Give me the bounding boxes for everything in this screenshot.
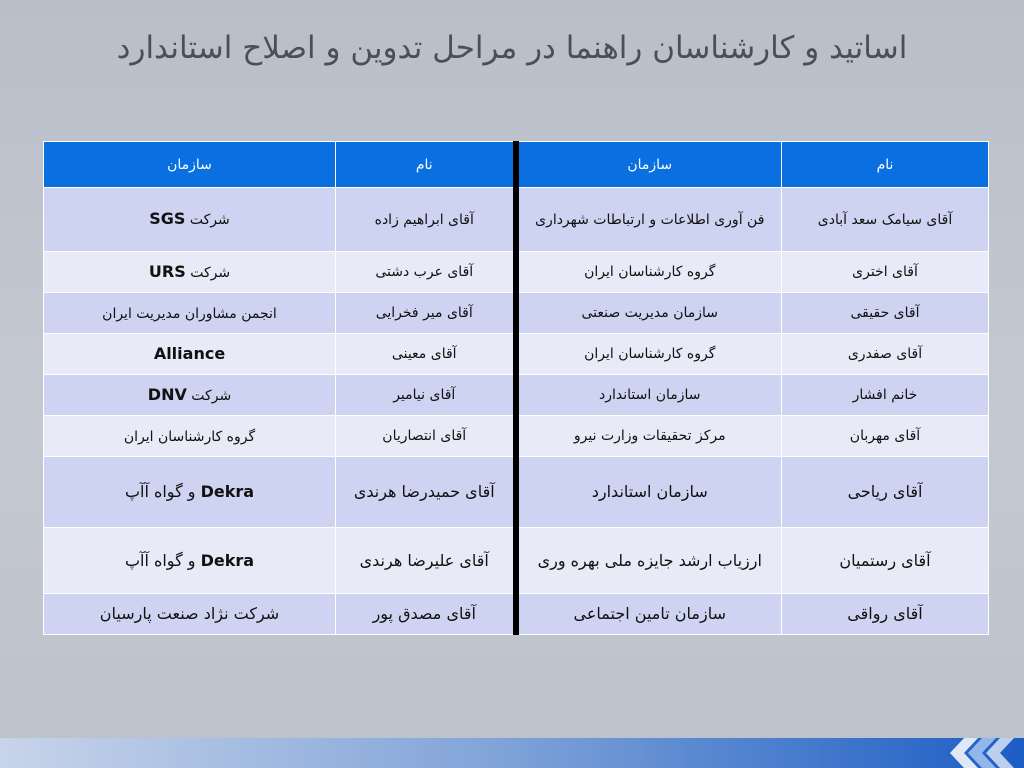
table-row [44,457,989,528]
cell-name-1: آقای مهربان [782,416,989,457]
cell-name-2: آقای ابراهیم زاده [336,188,516,252]
org-text: شرکت [185,212,230,228]
chevron-decor-icon [944,738,1024,768]
cell-org-1: سازمان مدیریت صنعتی [516,293,782,334]
cell-name-2: آقای معینی [336,334,516,375]
org-text: شرکت [185,264,231,281]
org-latin-name: SGS [149,209,186,228]
cell-name-2: آقای علیرضا هرندی [336,528,516,594]
cell-name-1: آقای سیامک سعد آبادی [782,188,989,252]
cell-name-2: آقای مصدق پور [336,594,516,635]
org-latin-name: URS [148,261,186,281]
cell-org-2 [44,416,336,457]
cell-org-2 [44,293,336,334]
cell-name-1: آقای اختری [782,252,989,293]
cell-org-2 [44,375,336,416]
org-latin-name: DNV [147,384,187,404]
table-row [44,293,989,334]
cell-name-2: آقای نیامیر [336,375,516,416]
cell-name-1: آقای رواقی [782,594,989,635]
cell-name-2: آقای حمیدرضا هرندی [336,457,516,528]
cell-org-2 [44,252,336,293]
header-name-1: نام [782,142,989,188]
table-header-row [44,142,989,188]
cell-org-1: فن آوری اطلاعات و ارتباطات شهرداری [516,188,782,252]
slide-title: اساتید و کارشناسان راهنما در مراحل تدوین و اصلاح استاندارد [116,30,908,66]
org-latin-name: Alliance [153,343,226,363]
cell-name-2: آقای عرب دشتی [336,252,516,293]
cell-name-2: آقای انتصاریان [336,416,516,457]
cell-name-1: آقای رستمیان [782,528,989,594]
cell-name-1: خانم افشار [782,375,989,416]
cell-org-2 [44,188,336,252]
cell-name-2: آقای میر فخرایی [336,293,516,334]
advisors-table [43,141,988,635]
cell-org-1: گروه کارشناسان ایران [516,252,782,293]
org-text: و گواه آآپ [124,482,201,501]
header-org-1: سازمان [516,142,782,188]
cell-org-2 [44,594,336,635]
table-row [44,252,989,293]
org-text: شرکت [186,387,232,404]
org-latin-name: Dekra [200,550,255,570]
org-text: گروه کارشناسان ایران [123,428,256,445]
bottom-decor-bar [0,738,1024,768]
cell-org-2 [44,457,336,528]
table-row [44,416,989,457]
table-row [44,594,989,635]
header-name-2: نام [336,142,516,188]
org-text: انجمن مشاوران مدیریت ایران [102,305,277,322]
org-text: شرکت نژاد صنعت پارسیان [99,604,280,623]
cell-name-1: آقای حقیقی [782,293,989,334]
cell-org-1: گروه کارشناسان ایران [516,334,782,375]
cell-name-1: آقای ریاحی [782,457,989,528]
header-org-2: سازمان [44,142,336,188]
cell-org-1: سازمان استاندارد [516,375,782,416]
cell-name-1: آقای صفدری [782,334,989,375]
table-row [44,188,989,252]
table-row [44,334,989,375]
cell-org-2 [44,334,336,375]
cell-org-1: مرکز تحقیقات وزارت نیرو [516,416,782,457]
table-row [44,375,989,416]
cell-org-1: سازمان تامین اجتماعی [516,594,782,635]
org-latin-name: Dekra [200,482,255,501]
table-row [44,528,989,594]
cell-org-1: سازمان استاندارد [516,457,782,528]
cell-org-2 [44,528,336,594]
org-text: و گواه آآپ [124,550,201,570]
cell-org-1: ارزیاب ارشد جایزه ملی بهره وری [516,528,782,594]
